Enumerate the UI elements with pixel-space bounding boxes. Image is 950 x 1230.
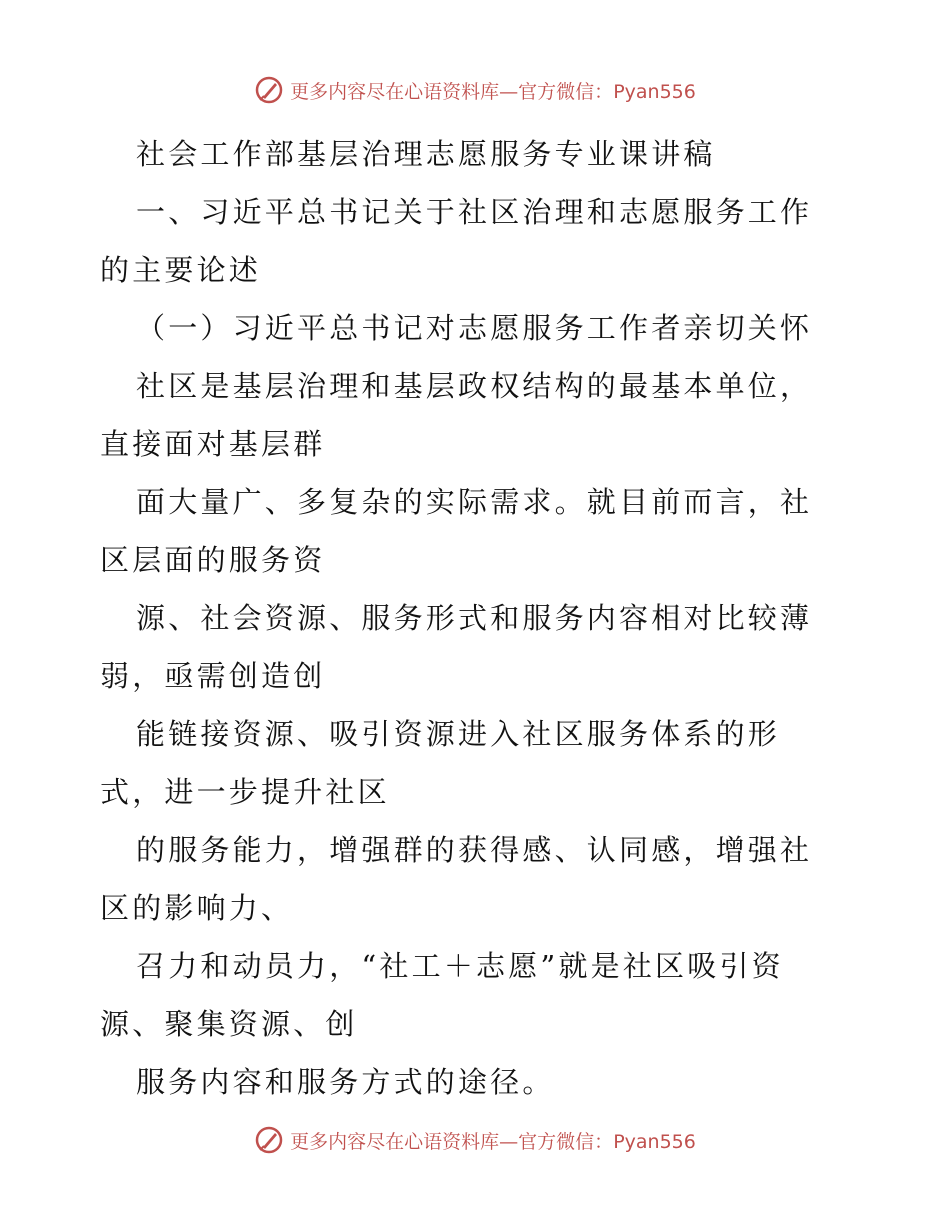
banner-brand-text: 更多内容尽在心语资料库 xyxy=(290,80,500,103)
body-line: 式，进一步提升社区 xyxy=(100,775,390,809)
banner-handle: Pyan556 xyxy=(613,80,696,103)
header-banner-text xyxy=(290,77,696,104)
header-banner xyxy=(0,70,950,110)
banner-dash: — xyxy=(499,80,519,103)
section-heading-line-1: 一、习近平总书记关于社区治理和志愿服务工作 xyxy=(136,195,813,229)
feather-seal-logo-icon xyxy=(254,75,284,105)
body-line: 源、社会资源、服务形式和服务内容相对比较薄 xyxy=(136,601,813,635)
body-line: 直接面对基层群 xyxy=(100,427,326,461)
body-line: 的服务能力，增强群的获得感、认同感，增强社 xyxy=(136,833,813,867)
body-line: 源、聚集资源、创 xyxy=(100,1007,358,1041)
body-line: 召力和动员力，“社工＋志愿”就是社区吸引资 xyxy=(136,949,784,983)
body-line: 能链接资源、吸引资源进入社区服务体系的形 xyxy=(136,717,781,751)
banner-handle: Pyan556 xyxy=(613,1130,696,1153)
body-line: 社区是基层治理和基层政权结构的最基本单位， xyxy=(136,369,813,403)
body-line: 区的影响力、 xyxy=(100,891,294,925)
body-line: 区层面的服务资 xyxy=(100,543,326,577)
body-line: 服务内容和服务方式的途径。 xyxy=(136,1065,555,1099)
feather-seal-logo-icon xyxy=(254,1125,284,1155)
banner-official-label: 官方微信： xyxy=(518,80,614,103)
banner-brand-text: 更多内容尽在心语资料库 xyxy=(290,1130,500,1153)
document-body xyxy=(100,125,852,1111)
body-line: 弱，亟需创造创 xyxy=(100,659,326,693)
section-heading-line-2: 的主要论述 xyxy=(100,253,262,287)
subsection-heading: （一）习近平总书记对志愿服务工作者亲切关怀 xyxy=(136,311,813,345)
banner-official-label: 官方微信： xyxy=(518,1130,614,1153)
footer-banner xyxy=(0,1120,950,1160)
footer-banner-text xyxy=(290,1127,696,1154)
banner-dash: — xyxy=(499,1130,519,1153)
body-line: 面大量广、多复杂的实际需求。就目前而言，社 xyxy=(136,485,813,519)
doc-title: 社会工作部基层治理志愿服务专业课讲稿 xyxy=(136,137,716,171)
